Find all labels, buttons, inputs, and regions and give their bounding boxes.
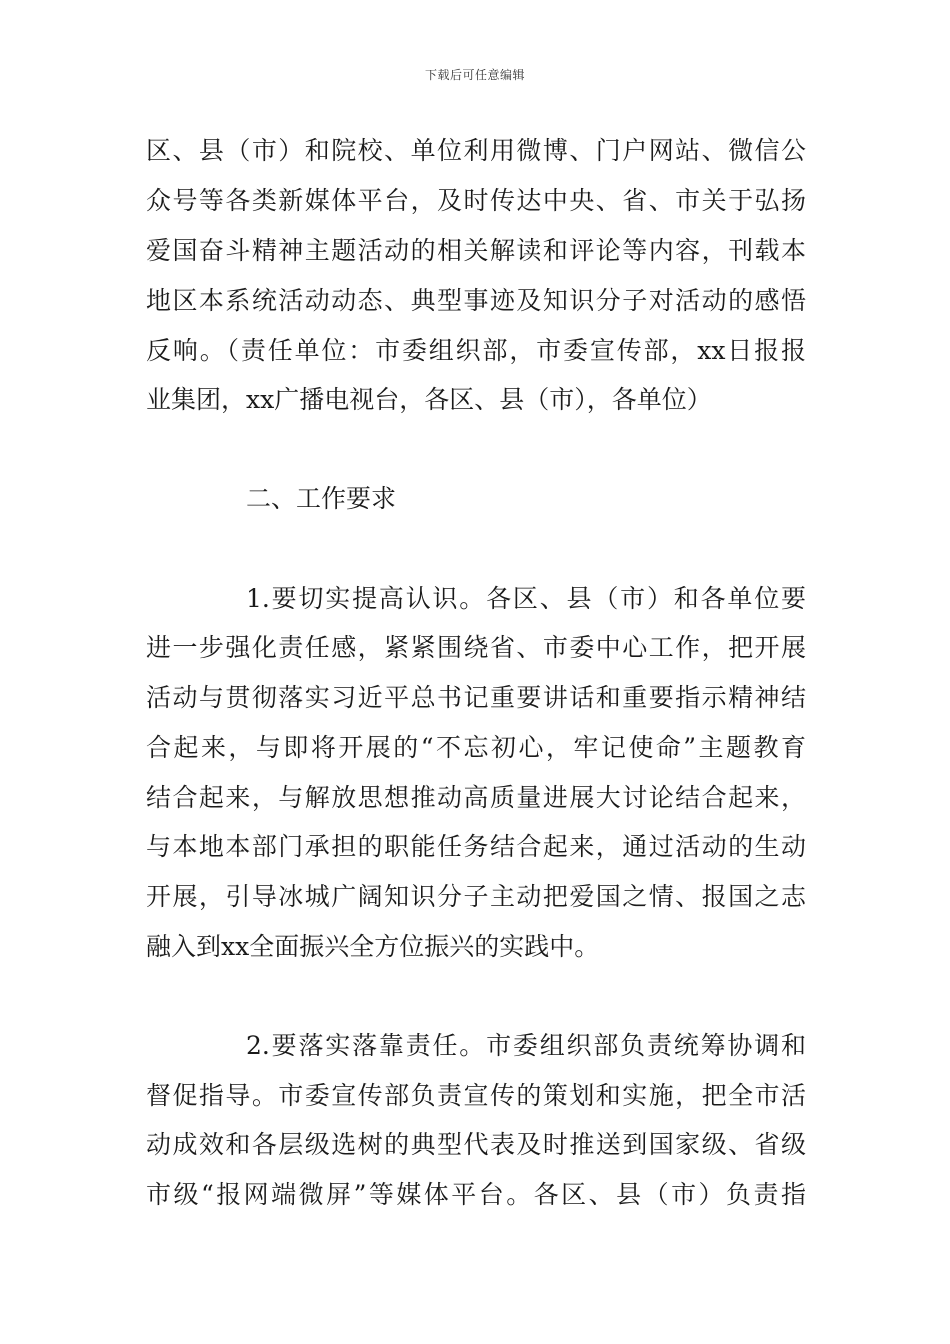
paragraph-1-line-3: 爱国奋斗精神主题活动的相关解读和评论等内容，刊载本: [146, 236, 806, 265]
paragraph-3-line-4: 市级“报网端微屏”等媒体平台。各区、县（市）负责指: [146, 1180, 806, 1209]
paragraph-3-line-2: 督促指导。市委宣传部负责宣传的策划和实施，把全市活: [146, 1081, 806, 1110]
paragraph-3-line-3: 动成效和各层级选树的典型代表及时推送到国家级、省级: [146, 1130, 806, 1159]
paragraph-2-line-3: 活动与贯彻落实习近平总书记重要讲话和重要指示精神结: [146, 683, 806, 712]
paragraph-1-line-1: 区、县（市）和院校、单位利用微博、门户网站、微信公: [146, 136, 806, 165]
paragraph-1-line-6: 业集团，xx广播电视台，各区、县（市），各单位）: [146, 385, 712, 414]
page-header: 下载后可任意编辑: [424, 68, 525, 82]
paragraph-2-line-6: 与本地本部门承担的职能任务结合起来，通过活动的生动: [146, 832, 806, 861]
paragraph-2-line-4: 合起来，与即将开展的“不忘初心，牢记使命”主题教育: [146, 733, 806, 762]
paragraph-2-line-2: 进一步强化责任感，紧紧围绕省、市委中心工作，把开展: [146, 633, 806, 662]
section-heading: 二、工作要求: [246, 484, 397, 513]
paragraph-2-line-8: 融入到xx全面振兴全方位振兴的实践中。: [146, 932, 600, 961]
paragraph-1-line-5: 反响。（责任单位：市委组织部，市委宣传部，xx日报报: [146, 336, 806, 365]
paragraph-1-line-4: 地区本系统活动动态、典型事迹及知识分子对活动的感悟: [146, 286, 806, 315]
paragraph-2-line-5: 结合起来，与解放思想推动高质量进展大讨论结合起来，: [146, 783, 806, 812]
paragraph-2-line-1: 1.要切实提高认识。各区、县（市）和各单位要: [246, 584, 806, 613]
paragraph-3-line-1: 2.要落实落靠责任。市委组织部负责统筹协调和: [246, 1031, 806, 1060]
paragraph-2-line-7: 开展，引导冰城广阔知识分子主动把爱国之情、报国之志: [146, 882, 806, 911]
paragraph-1-line-2: 众号等各类新媒体平台，及时传达中央、省、市关于弘扬: [146, 186, 806, 215]
